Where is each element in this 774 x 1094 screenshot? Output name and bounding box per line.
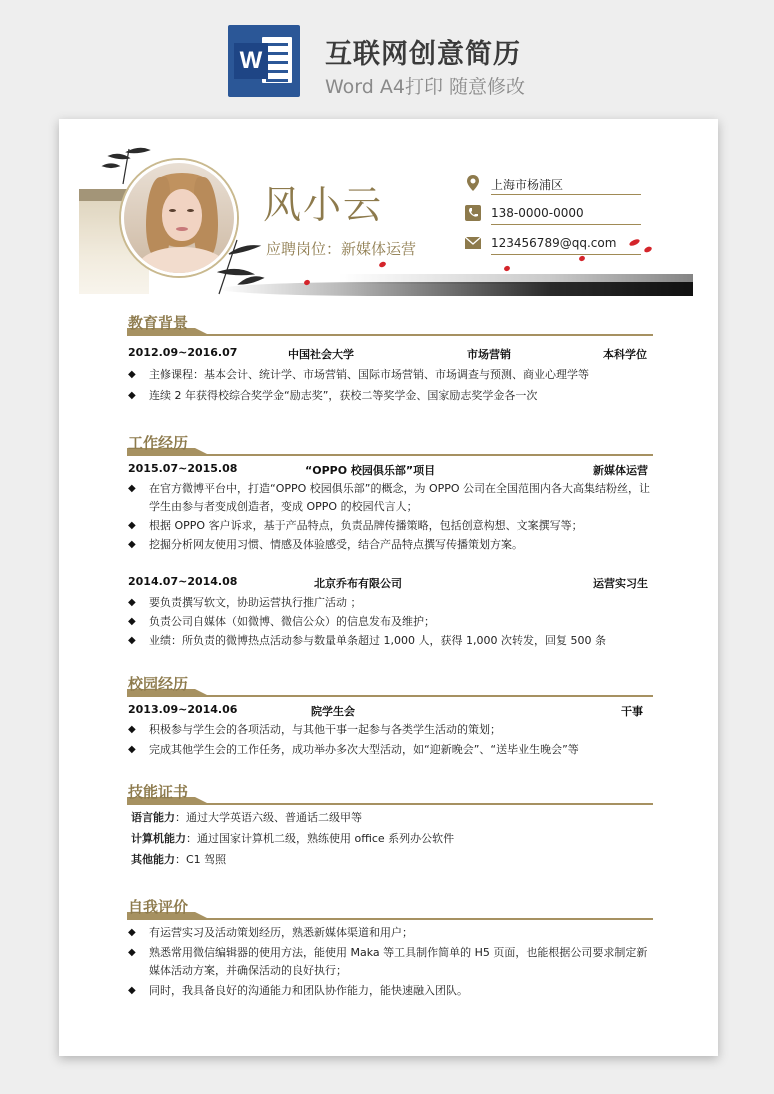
skill-item: 语言能力：通过大学英语六级、普通话二级甲等	[131, 811, 362, 824]
list-item: ◆ 完成其他学生会的工作任务，成功举办多次大型活动，如“迎新晚会”、“送毕业生晚会”等	[127, 741, 653, 759]
work-role: 新媒体运营	[593, 464, 648, 477]
work-date: 2014.07~2014.08	[128, 575, 238, 588]
work-header	[127, 571, 653, 593]
work-date: 2015.07~2015.08	[128, 462, 238, 475]
list-item: ◆ 业绩：所负责的微博热点活动参与数量单条超过 1,000 人，获得 1,000 次转发，回复 500 条	[127, 632, 653, 650]
job-target: 应聘岗位：新媒体运营	[266, 240, 417, 258]
campus-date: 2013.09~2014.06	[128, 703, 238, 716]
list-item: ◆ 同时，我具备良好的沟通能力和团队协作能力，能快速融入团队。	[127, 982, 653, 1000]
contact-block	[464, 172, 640, 262]
work-org: 北京乔布有限公司	[314, 577, 402, 590]
work-role: 运营实习生	[593, 577, 648, 590]
list-item: ◆ 熟悉常用微信编辑器的使用方法，能使用 Maka 等工具制作简单的 H5 页面，也能根据公司要求制定新媒体活动方案，并确保活动的良好执行；	[127, 944, 653, 980]
section-campus	[127, 673, 653, 759]
petal-decoration	[503, 265, 511, 272]
ink-brush-decoration	[219, 282, 693, 296]
skill-item: 其他能力：C1 驾照	[131, 853, 227, 866]
address-text: 上海市杨浦区	[491, 178, 564, 192]
section-title: 工作经历	[127, 432, 653, 456]
list-item: ◆ 有运营实习及活动策划经历，熟悉新媒体渠道和用户；	[127, 924, 653, 942]
phone-text: 138-0000-0000	[491, 206, 584, 220]
word-logo-letter: W	[234, 43, 268, 79]
phone-icon	[464, 204, 482, 222]
section-work	[127, 432, 653, 650]
email-text[interactable]: 123456789@qq.com	[491, 236, 617, 250]
education-major: 市场营销	[467, 348, 511, 361]
petal-decoration	[643, 246, 652, 254]
promo-title: 互联网创意简历	[325, 39, 521, 70]
list-item: ◆ 根据 OPPO 客户诉求，基于产品特点，负责品牌传播策略，包括创意构想、文案撰写等；	[127, 517, 653, 535]
section-self-evaluation	[127, 896, 653, 1000]
email-icon	[464, 234, 482, 252]
education-date: 2012.09~2016.07	[128, 346, 238, 359]
list-item: ◆ 挖掘分析网友使用习惯、情感及体验感受，结合产品特点撰写传播策划方案。	[127, 536, 653, 554]
list-item: ◆ 负责公司自媒体（如微博、微信公众）的信息发布及维护；	[127, 613, 653, 631]
candidate-name: 风小云	[263, 183, 384, 227]
section-title: 自我评价	[127, 896, 653, 920]
work-header	[127, 458, 653, 480]
list-item: ◆ 积极参与学生会的各项活动，与其他干事一起参与各类学生活动的策划；	[127, 721, 653, 739]
section-title: 技能证书	[127, 781, 653, 805]
promo-subtitle: Word A4打印 随意修改	[325, 76, 526, 98]
contact-address	[464, 172, 640, 202]
resume-page	[59, 119, 718, 1056]
petal-decoration	[378, 261, 386, 268]
section-education	[127, 312, 653, 405]
campus-role: 干事	[621, 705, 643, 718]
promo-header	[0, 0, 774, 110]
photo-avatar	[121, 160, 237, 276]
campus-org: 院学生会	[311, 705, 355, 718]
section-title: 教育背景	[127, 312, 653, 336]
education-header	[127, 342, 653, 364]
list-item: ◆ 要负责撰写软文，协助运营执行推广活动 ；	[127, 594, 653, 612]
contact-phone	[464, 202, 640, 232]
word-logo-icon	[228, 25, 300, 97]
contact-email	[464, 232, 640, 262]
skill-item: 计算机能力：通过国家计算机二级，熟练使用 office 系列办公软件	[131, 832, 455, 845]
resume-banner	[79, 144, 693, 299]
education-degree: 本科学位	[603, 348, 647, 361]
campus-header	[127, 699, 653, 721]
work-org: “OPPO 校园俱乐部”项目	[305, 464, 436, 477]
list-item: ◆ 在官方微博平台中，打造“OPPO 校园俱乐部”的概念，为 OPPO 公司在全国范围内各大高集结粉丝，让学生由参与者变成创造者，变成 OPPO 的校园代言人；	[127, 480, 653, 516]
education-school: 中国社会大学	[288, 348, 354, 361]
list-item: ◆ 主修课程：基本会计、统计学、市场营销、国际市场营销、市场调查与预测、商业心理学等	[127, 366, 653, 384]
section-skills	[127, 781, 653, 870]
location-pin-icon	[464, 174, 482, 192]
list-item: ◆ 连续 2 年获得校综合奖学金“励志奖”，获校二等奖学金、国家励志奖学金各一次	[127, 387, 653, 405]
section-title: 校园经历	[127, 673, 653, 697]
